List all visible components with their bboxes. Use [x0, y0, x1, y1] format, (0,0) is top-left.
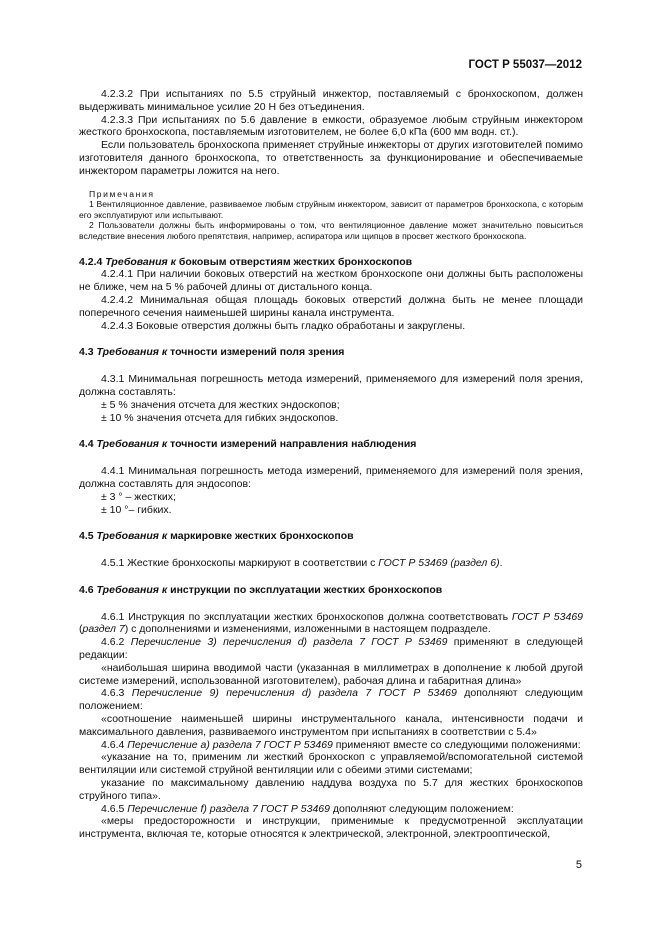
heading-4-3	[79, 346, 583, 359]
section-reference: раздел 7	[82, 623, 125, 636]
paragraph-4-2-4-3: 4.2.4.3 Боковые отверстия должны быть гладко обработаны и закруглены.	[101, 319, 466, 332]
heading-number: 4.6	[79, 583, 94, 596]
list-item: ± 10 °– гибких.	[101, 503, 172, 516]
document-header: ГОСТ Р 55037—2012	[468, 59, 582, 71]
list-item: ± 3 ° – жестких;	[101, 490, 176, 503]
list-item: ± 10 % значения отсчета для гибких эндоскопов.	[101, 411, 339, 424]
paragraph-4-2-3-3: 4.2.3.3 При испытаниях по 5.6 давление в емкости, образуемое любым струйным инжектором жесткого бронхоскопа, поставляемым изготовителем, не более 6,0 кПа (600 мм водн. ст.).	[79, 113, 583, 139]
heading-keyword: Требования к	[96, 583, 168, 596]
heading-number: 4.5	[79, 530, 94, 543]
paragraph-4-6-1	[79, 611, 583, 637]
quote-4-6-4-a: «указание на то, применим ли жесткий бронхоскоп с управляемой/вспомогательной системой вентиляции или системой струйной вентиляции или с обеими этими системами;	[79, 751, 583, 777]
heading-4-6	[79, 584, 583, 597]
paragraph-4-2-3-2: 4.2.3.2 При испытаниях по 5.5 струйный инжектор, поставляемый с бронхоскопом, должен выдерживать минимальное усилие 20 Н без отъединения.	[79, 88, 583, 113]
heading-text: точности измерений направления наблюдения	[170, 438, 417, 451]
text-run: 4.5.1 Жесткие бронхоскопы маркируют в соответствии с	[101, 557, 379, 570]
text-run: применяют вместе со следующими положениями:	[332, 738, 581, 751]
text-run: 4.6.1 Инструкция по эксплуатации жестких бронхоскопов должна соответствовать	[101, 610, 512, 623]
page-number: 5	[575, 859, 582, 871]
note-1: 1 Вентиляционное давление, развиваемое любым струйным инжектором, зависит от параметров бронхоскопа, с которым его эксплуатируют или испытывают.	[79, 199, 583, 220]
paragraph-4-6-4	[79, 739, 583, 752]
text-run: 4.6.4	[101, 738, 128, 751]
heading-text: маркировке жестких бронхоскопов	[170, 530, 354, 543]
text-run: (	[79, 623, 83, 636]
heading-keyword: Требования к	[96, 346, 168, 359]
quote-4-6-3: «соотношение наименьшей ширины инструментального канала, интенсивности подачи и максимального давления, развиваемого инструментом при испытаниях в соответствии с 5.4»	[79, 713, 583, 738]
heading-text: боковым отверстиям жестких бронхоскопов	[178, 255, 413, 268]
heading-text: точности измерений поля зрения	[170, 346, 345, 359]
paragraph-injector-responsibility: Если пользователь бронхоскопа применяет струйные инжекторы от других изготовителей помимо изготовителя данного бронхоскопа, то ответственность за функционирование и обеспечиваемые инжектором параметры ложится на него.	[79, 139, 583, 177]
standard-reference: Перечисление 9) перечисления d) раздела 7 ГОСТ Р 53469	[131, 687, 457, 700]
paragraph-4-6-3	[79, 687, 583, 713]
heading-text: инструкции по эксплуатации жестких бронхоскопов	[170, 583, 443, 596]
text-run: .	[499, 557, 503, 570]
paragraph-4-5-1	[79, 557, 583, 570]
standard-reference: ГОСТ Р 53469 (раздел 6)	[378, 557, 500, 570]
paragraph-4-3-1: 4.3.1 Минимальная погрешность метода измерений, применяемого для измерений поля зрения, должна составлять:	[79, 373, 583, 398]
list-item: ± 5 % значения отсчета для жестких эндоскопов;	[101, 398, 340, 411]
text-run: применяют в следующей редакции:	[79, 636, 583, 662]
paragraph-4-6-5	[79, 803, 583, 816]
text-run: ) с дополнениями и изменениями, изложенными в настоящем подразделе.	[124, 623, 491, 636]
standard-reference: ГОСТ Р 53469	[511, 610, 583, 623]
quote-4-6-2: «наибольшая ширина вводимой части (указанная в миллиметрах в дополнение к любой другой системе измерений, использованной изготовителем), рабочая длина и габаритная длина»	[79, 661, 583, 687]
heading-number: 4.3	[79, 346, 94, 359]
document-body	[79, 88, 583, 841]
notes-block	[79, 189, 583, 242]
paragraph-4-2-4-2: 4.2.4.2 Минимальная общая площадь боковых отверстий должна быть не менее площади поперечного сечения наименьшей ширины канала инструмента.	[79, 293, 583, 319]
text-run: дополняют следующим положением:	[79, 687, 583, 713]
standard-reference: Перечисление f) раздела 7 ГОСТ Р 53469	[127, 802, 330, 815]
heading-number: 4.2.4	[79, 255, 103, 268]
heading-number: 4.4	[79, 438, 94, 451]
heading-keyword: Требования к	[105, 255, 176, 268]
quote-4-6-5: «меры предосторожности и инструкции, применимые к предусмотренной эксплуатации инструмента, включая те, которые относятся к электрической, электронной, электрооптической,	[79, 815, 583, 841]
text-run: дополняют следующим положением:	[329, 802, 514, 815]
text-run: 4.6.2	[101, 636, 131, 649]
text-run: 4.6.5	[101, 802, 128, 815]
heading-keyword: Требования к	[96, 438, 168, 451]
heading-4-5	[79, 530, 583, 543]
text-run: 4.6.3	[101, 687, 132, 700]
standard-reference: Перечисление 3) перечисления d) раздела 7 ГОСТ Р 53469	[130, 636, 448, 649]
paragraph-4-2-4-1: 4.2.4.1 При наличии боковых отверстий на жестком бронхоскопе они должны быть расположены не ближе, чем на 5 % рабочей длины от дистального конца.	[79, 268, 583, 294]
heading-4-2-4	[79, 256, 583, 269]
quote-4-6-4-b: указание по максимальному давлению наддува воздуха по 5.7 для жестких бронхоскопов струйного типа».	[79, 777, 583, 802]
heading-4-4	[79, 438, 583, 451]
note-2: 2 Пользователи должны быть информированы о том, что вентиляционное давление может значительно повыситься вследствие внесения любого препятствия, например, аспиратора или щипцов в просвет жесткого бронхоскопа.	[79, 220, 583, 241]
paragraph-4-6-2	[79, 636, 583, 662]
heading-keyword: Требования к	[96, 530, 168, 543]
notes-title: Примечания	[89, 188, 155, 199]
standard-reference: Перечисление а) раздела 7 ГОСТ Р 53469	[127, 738, 333, 751]
paragraph-4-4-1: 4.4.1 Минимальная погрешность метода измерений, применяемого для измерений поля зрения, должна составлять для эндосопов:	[79, 465, 583, 490]
